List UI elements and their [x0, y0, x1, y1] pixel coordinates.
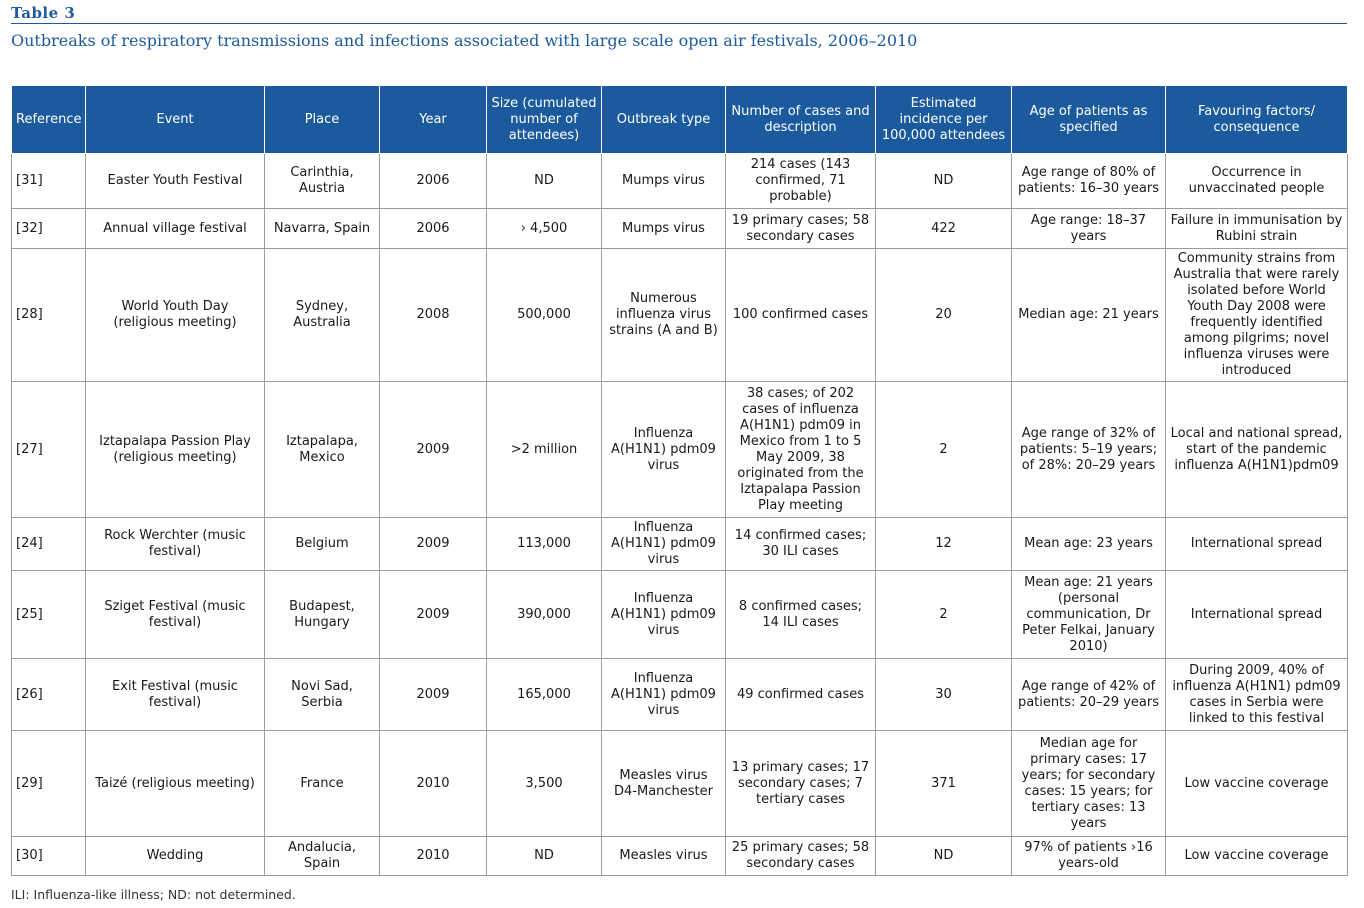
cell-age: Mean age: 23 years	[1012, 518, 1166, 571]
cell-event: Taizé (religious meeting)	[86, 731, 265, 837]
table-row	[12, 154, 1348, 209]
cell-event: World Youth Day (religious meeting)	[86, 249, 265, 382]
cell-outbreak-type: Measles virus D4-Manchester	[602, 731, 726, 837]
cell-place: Sydney, Australia	[265, 249, 380, 382]
cell-outbreak-type: Influenza A(H1N1) pdm09 virus	[602, 518, 726, 571]
table-caption: Outbreaks of respiratory transmissions and infections associated with large scale open air festivals, 2006–2010	[11, 31, 918, 50]
cell-size: >2 million	[487, 382, 602, 518]
cell-event: Easter Youth Festival	[86, 154, 265, 209]
cell-size: ND	[487, 837, 602, 876]
cell-factors: During 2009, 40% of influenza A(H1N1) pdm09 cases in Serbia were linked to this festival	[1166, 659, 1348, 731]
cell-outbreak-type: Influenza A(H1N1) pdm09 virus	[602, 659, 726, 731]
cell-size: 500,000	[487, 249, 602, 382]
col-header-year: Year	[380, 86, 487, 154]
cell-reference: [24]	[12, 518, 86, 571]
table-row	[12, 659, 1348, 731]
cell-size: › 4,500	[487, 209, 602, 249]
table-footnote: ILI: Influenza-like illness; ND: not determined.	[11, 887, 296, 902]
table-row	[12, 837, 1348, 876]
cell-year: 2006	[380, 154, 487, 209]
table-row	[12, 382, 1348, 518]
cell-reference: [26]	[12, 659, 86, 731]
cell-outbreak-type: Influenza A(H1N1) pdm09 virus	[602, 382, 726, 518]
cell-event: Iztapalapa Passion Play (religious meeting)	[86, 382, 265, 518]
cell-reference: [30]	[12, 837, 86, 876]
cell-place: France	[265, 731, 380, 837]
cell-year: 2010	[380, 731, 487, 837]
cell-outbreak-type: Mumps virus	[602, 154, 726, 209]
cell-reference: [29]	[12, 731, 86, 837]
cell-reference: [28]	[12, 249, 86, 382]
col-header-event: Event	[86, 86, 265, 154]
cell-cases: 19 primary cases; 58 secondary cases	[726, 209, 876, 249]
cell-reference: [25]	[12, 571, 86, 659]
cell-incidence: ND	[876, 154, 1012, 209]
cell-year: 2008	[380, 249, 487, 382]
cell-cases: 214 cases (143 confirmed, 71 probable)	[726, 154, 876, 209]
cell-cases: 8 confirmed cases; 14 ILI cases	[726, 571, 876, 659]
cell-age: Median age: 21 years	[1012, 249, 1166, 382]
cell-age: Age range of 80% of patients: 16–30 years	[1012, 154, 1166, 209]
cell-size: 390,000	[487, 571, 602, 659]
cell-age: Age range: 18–37 years	[1012, 209, 1166, 249]
col-header-factors: Favouring factors/ consequence	[1166, 86, 1348, 154]
table-row	[12, 249, 1348, 382]
cell-age: Age range of 32% of patients: 5–19 years; of 28%: 20–29 years	[1012, 382, 1166, 518]
cell-reference: [32]	[12, 209, 86, 249]
cell-outbreak-type: Influenza A(H1N1) pdm09 virus	[602, 571, 726, 659]
cell-incidence: 2	[876, 571, 1012, 659]
cell-outbreak-type: Mumps virus	[602, 209, 726, 249]
cell-year: 2009	[380, 518, 487, 571]
cell-cases: 25 primary cases; 58 secondary cases	[726, 837, 876, 876]
cell-event: Sziget Festival (music festival)	[86, 571, 265, 659]
cell-cases: 14 confirmed cases; 30 ILI cases	[726, 518, 876, 571]
cell-age: 97% of patients ›16 years-old	[1012, 837, 1166, 876]
table-row	[12, 731, 1348, 837]
outbreaks-table	[11, 85, 1348, 876]
cell-factors: Local and national spread, start of the pandemic influenza A(H1N1)pdm09	[1166, 382, 1348, 518]
cell-outbreak-type: Measles virus	[602, 837, 726, 876]
cell-year: 2009	[380, 659, 487, 731]
cell-cases: 38 cases; of 202 cases of influenza A(H1N1) pdm09 in Mexico from 1 to 5 May 2009, 38 originated from the Iztapalapa Passion Play meeting	[726, 382, 876, 518]
table-label: Table 3	[11, 4, 76, 22]
cell-incidence: 20	[876, 249, 1012, 382]
cell-incidence: 12	[876, 518, 1012, 571]
header-row	[12, 86, 1348, 154]
cell-event: Wedding	[86, 837, 265, 876]
cell-place: Novi Sad, Serbia	[265, 659, 380, 731]
cell-factors: Low vaccine coverage	[1166, 837, 1348, 876]
cell-reference: [31]	[12, 154, 86, 209]
cell-incidence: 30	[876, 659, 1012, 731]
cell-factors: Occurrence in unvaccinated people	[1166, 154, 1348, 209]
cell-place: Iztapalapa, Mexico	[265, 382, 380, 518]
col-header-outbreak-type: Outbreak type	[602, 86, 726, 154]
cell-place: Budapest, Hungary	[265, 571, 380, 659]
cell-place: Andalucia, Spain	[265, 837, 380, 876]
table-row	[12, 518, 1348, 571]
cell-size: 113,000	[487, 518, 602, 571]
cell-incidence: 2	[876, 382, 1012, 518]
cell-incidence: 422	[876, 209, 1012, 249]
cell-year: 2010	[380, 837, 487, 876]
cell-age: Median age for primary cases: 17 years; for secondary cases: 15 years; for tertiary cases: 13 years	[1012, 731, 1166, 837]
cell-factors: Community strains from Australia that were rarely isolated before World Youth Day 2008 were frequently identified among pilgrims; novel influenza viruses were introduced	[1166, 249, 1348, 382]
cell-year: 2006	[380, 209, 487, 249]
cell-size: ND	[487, 154, 602, 209]
cell-event: Rock Werchter (music festival)	[86, 518, 265, 571]
col-header-place: Place	[265, 86, 380, 154]
col-header-incidence: Estimated incidence per 100,000 attendees	[876, 86, 1012, 154]
cell-age: Mean age: 21 years (personal communication, Dr Peter Felkai, January 2010)	[1012, 571, 1166, 659]
cell-year: 2009	[380, 382, 487, 518]
col-header-cases: Number of cases and description	[726, 86, 876, 154]
cell-reference: [27]	[12, 382, 86, 518]
cell-cases: 49 confirmed cases	[726, 659, 876, 731]
cell-place: Navarra, Spain	[265, 209, 380, 249]
cell-place: Belgium	[265, 518, 380, 571]
cell-cases: 13 primary cases; 17 secondary cases; 7 tertiary cases	[726, 731, 876, 837]
cell-incidence: ND	[876, 837, 1012, 876]
cell-factors: Failure in immunisation by Rubini strain	[1166, 209, 1348, 249]
col-header-size: Size (cumulated number of attendees)	[487, 86, 602, 154]
table-row	[12, 209, 1348, 249]
cell-year: 2009	[380, 571, 487, 659]
cell-event: Annual village festival	[86, 209, 265, 249]
title-rule	[11, 23, 1347, 24]
cell-factors: Low vaccine coverage	[1166, 731, 1348, 837]
col-header-reference: Reference	[12, 86, 86, 154]
cell-factors: International spread	[1166, 571, 1348, 659]
cell-age: Age range of 42% of patients: 20–29 years	[1012, 659, 1166, 731]
col-header-age: Age of patients as specified	[1012, 86, 1166, 154]
cell-place: Carinthia, Austria	[265, 154, 380, 209]
cell-event: Exit Festival (music festival)	[86, 659, 265, 731]
cell-factors: International spread	[1166, 518, 1348, 571]
cell-cases: 100 confirmed cases	[726, 249, 876, 382]
cell-size: 3,500	[487, 731, 602, 837]
cell-outbreak-type: Numerous influenza virus strains (A and B)	[602, 249, 726, 382]
cell-incidence: 371	[876, 731, 1012, 837]
table-row	[12, 571, 1348, 659]
cell-size: 165,000	[487, 659, 602, 731]
